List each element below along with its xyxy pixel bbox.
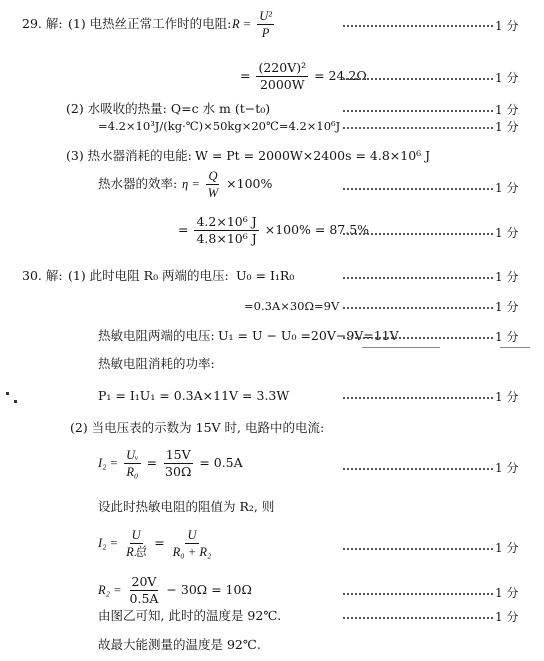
score-mark: 1 分 [495, 300, 519, 314]
q30-part1-heading: (1) 此时电阻 R₀ 两端的电压: [68, 268, 229, 283]
q30-r2-formula: R₂ = $\frac{20V}{0.5A}$ − 30Ω = 10Ω [98, 574, 252, 606]
score-mark: 1 分 [495, 270, 519, 284]
score-mark: 1 分 [495, 181, 519, 195]
score-leader [343, 78, 493, 80]
score-leader [343, 307, 493, 309]
q29-energy-formula: W = Pt = 2000W×2400s = 4.8×10⁶ J [195, 148, 431, 163]
q30-current-total-formula: I₂ = $\frac{U}{\text{R总}}$ = $\frac{U}{\text{R₀ + R₂}}$ [98, 528, 212, 559]
score-mark: 1 分 [495, 120, 519, 134]
q30-power-heading: 热敏电阻消耗的功率: [98, 356, 215, 371]
scan-mark [362, 347, 440, 348]
score-leader [343, 548, 493, 550]
q29-efficiency-heading: 热水器的效率: [98, 176, 178, 191]
q30-power-formula: P₁ = I₁U₁ = 0.3A×11V = 3.3W [98, 388, 290, 403]
score-mark: 1 分 [495, 226, 519, 240]
q30-final-line: 故最大能测量的温度是 92℃. [98, 637, 261, 652]
q29-part2-heading: (2) 水吸收的热量: Q=c 水 m (t−t₀) [66, 101, 271, 116]
q30-temperature-line: 由图乙可知, 此时的温度是 92℃. [98, 608, 282, 623]
q29-part2-calc: =4.2×10³J/(kg·℃)×50kg×20℃=4.2×10⁶J [98, 119, 341, 133]
scan-mark [14, 400, 17, 403]
q30-u1-formula: U₁ = U − U₀ =20V−9V=11V [218, 328, 399, 343]
score-leader [343, 277, 493, 279]
score-mark: 1 分 [495, 461, 519, 475]
score-leader [343, 397, 493, 399]
q30-u0-calc: =0.3A×30Ω=9V [244, 299, 340, 313]
score-leader [343, 617, 493, 619]
q30-current-formula: I₂ = $\frac{\text{Uᵥ}}{\text{R₀}}$ = $\frac{15V}{30\Omega}$ = 0.5A [98, 447, 243, 479]
q29-resistance-calc: = $\frac{\text{(220V)²}}{2000W}$ = 24.2Ω [240, 60, 367, 92]
q29-efficiency-calc: = $\frac{\text{4.2×10⁶ J}}{\text{4.8×10⁶ J}}$ ×100% = 87.5% [178, 214, 370, 246]
score-mark: 1 分 [495, 586, 519, 600]
q29-resistance-formula: R = $\frac{\text{U²}}{P}$ [232, 9, 272, 40]
score-mark: 1 分 [495, 390, 519, 404]
score-leader [343, 25, 493, 27]
score-leader [343, 127, 493, 129]
score-mark: 1 分 [495, 71, 519, 85]
q29-part3-heading: (3) 热水器消耗的电能: [66, 148, 192, 163]
q30-u0-formula: U₀ = I₁R₀ [236, 268, 295, 283]
score-leader [343, 188, 493, 190]
q29-part1-heading: (1) 电热丝正常工作时的电阻: [68, 16, 232, 31]
score-leader [343, 110, 493, 112]
q30-u1-heading: 热敏电阻两端的电压: [98, 328, 215, 343]
scan-mark [6, 392, 9, 395]
q29-label: 29. 解: [22, 16, 63, 31]
score-leader [343, 593, 493, 595]
scan-mark [500, 347, 530, 348]
score-mark: 1 分 [495, 19, 519, 33]
score-mark: 1 分 [495, 330, 519, 344]
score-mark: 1 分 [495, 610, 519, 624]
score-leader [343, 233, 493, 235]
score-leader [343, 468, 493, 470]
q30-part2-heading: (2) 当电压表的示数为 15V 时, 电路中的电流: [70, 420, 325, 435]
q30-label: 30. 解: [22, 268, 63, 283]
q29-efficiency-formula: η = $\frac{Q}{W}$ ×100% [182, 169, 273, 200]
score-mark: 1 分 [495, 103, 519, 117]
score-mark: 1 分 [495, 541, 519, 555]
score-leader [343, 337, 493, 339]
q30-r2-intro: 设此时热敏电阻的阻值为 R₂, 则 [98, 499, 275, 514]
